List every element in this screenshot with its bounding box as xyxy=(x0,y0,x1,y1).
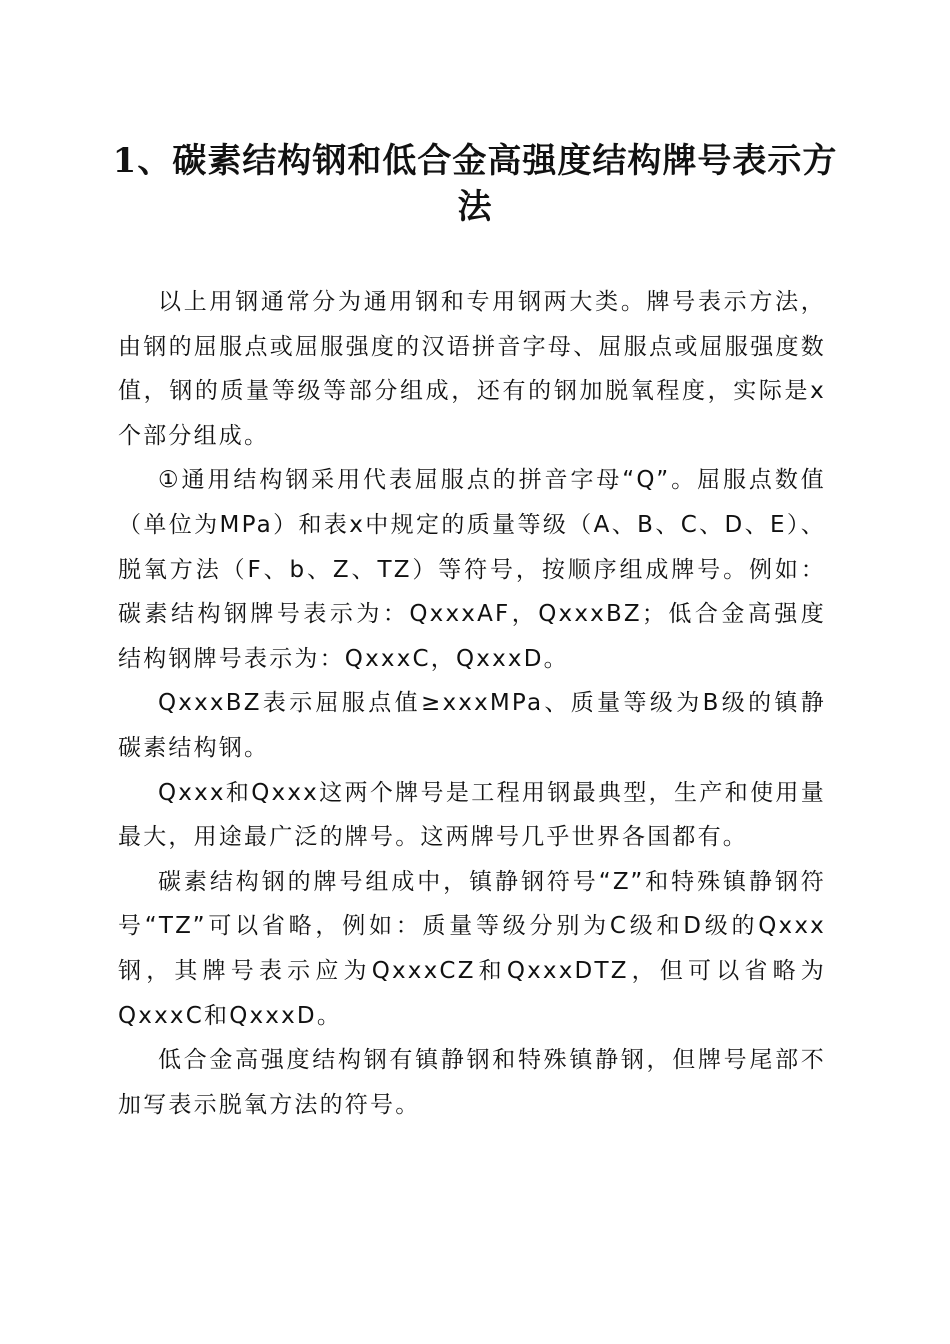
paragraph-low-alloy: 低合金高强度结构钢有镇静钢和特殊镇静钢，但牌号尾部不加写表示脱氧方法的符号。 xyxy=(118,1047,826,1118)
document-body xyxy=(118,280,826,1127)
paragraph-bz-example: QxxxBZ表示屈服点值≥xxxMPa、质量等级为B级的镇静碳素结构钢。 xyxy=(118,690,826,761)
paragraph-intro: 以上用钢通常分为通用钢和专用钢两大类。牌号表示方法，由钢的屈服点或屈服强度的汉语拼音字母、屈服点或屈服强度数值，钢的质量等级等部分组成，还有的钢加脱氧程度，实际是x个部分组成。 xyxy=(118,289,826,449)
document-title: 1、碳素结构钢和低合金高强度结构牌号表示方法 xyxy=(112,141,838,227)
paragraph-general-steel: ①通用结构钢采用代表屈服点的拼音字母“Q”。屈服点数值（单位为MPa）和表x中规定的质量等级（A、B、C、D、E）、脱氧方法（F、b、Z、TZ）等符号，按顺序组成牌号。例如：碳素结构钢牌号表示为：QxxxAF，QxxxBZ；低合金高强度结构钢牌号表示为：QxxxC，QxxxD。 xyxy=(118,467,826,672)
paragraph-typical-grades: Qxxx和Qxxx这两个牌号是工程用钢最典型，生产和使用量最大，用途最广泛的牌号。这两牌号几乎世界各国都有。 xyxy=(118,779,826,851)
paragraph-omission: 碳素结构钢的牌号组成中，镇静钢符号“Z”和特殊镇静钢符号“TZ”可以省略，例如：质量等级分别为C级和D级的Qxxx钢，其牌号表示应为QxxxCZ和QxxxDTZ，但可以省略为QxxxC和QxxxD。 xyxy=(118,868,826,1029)
